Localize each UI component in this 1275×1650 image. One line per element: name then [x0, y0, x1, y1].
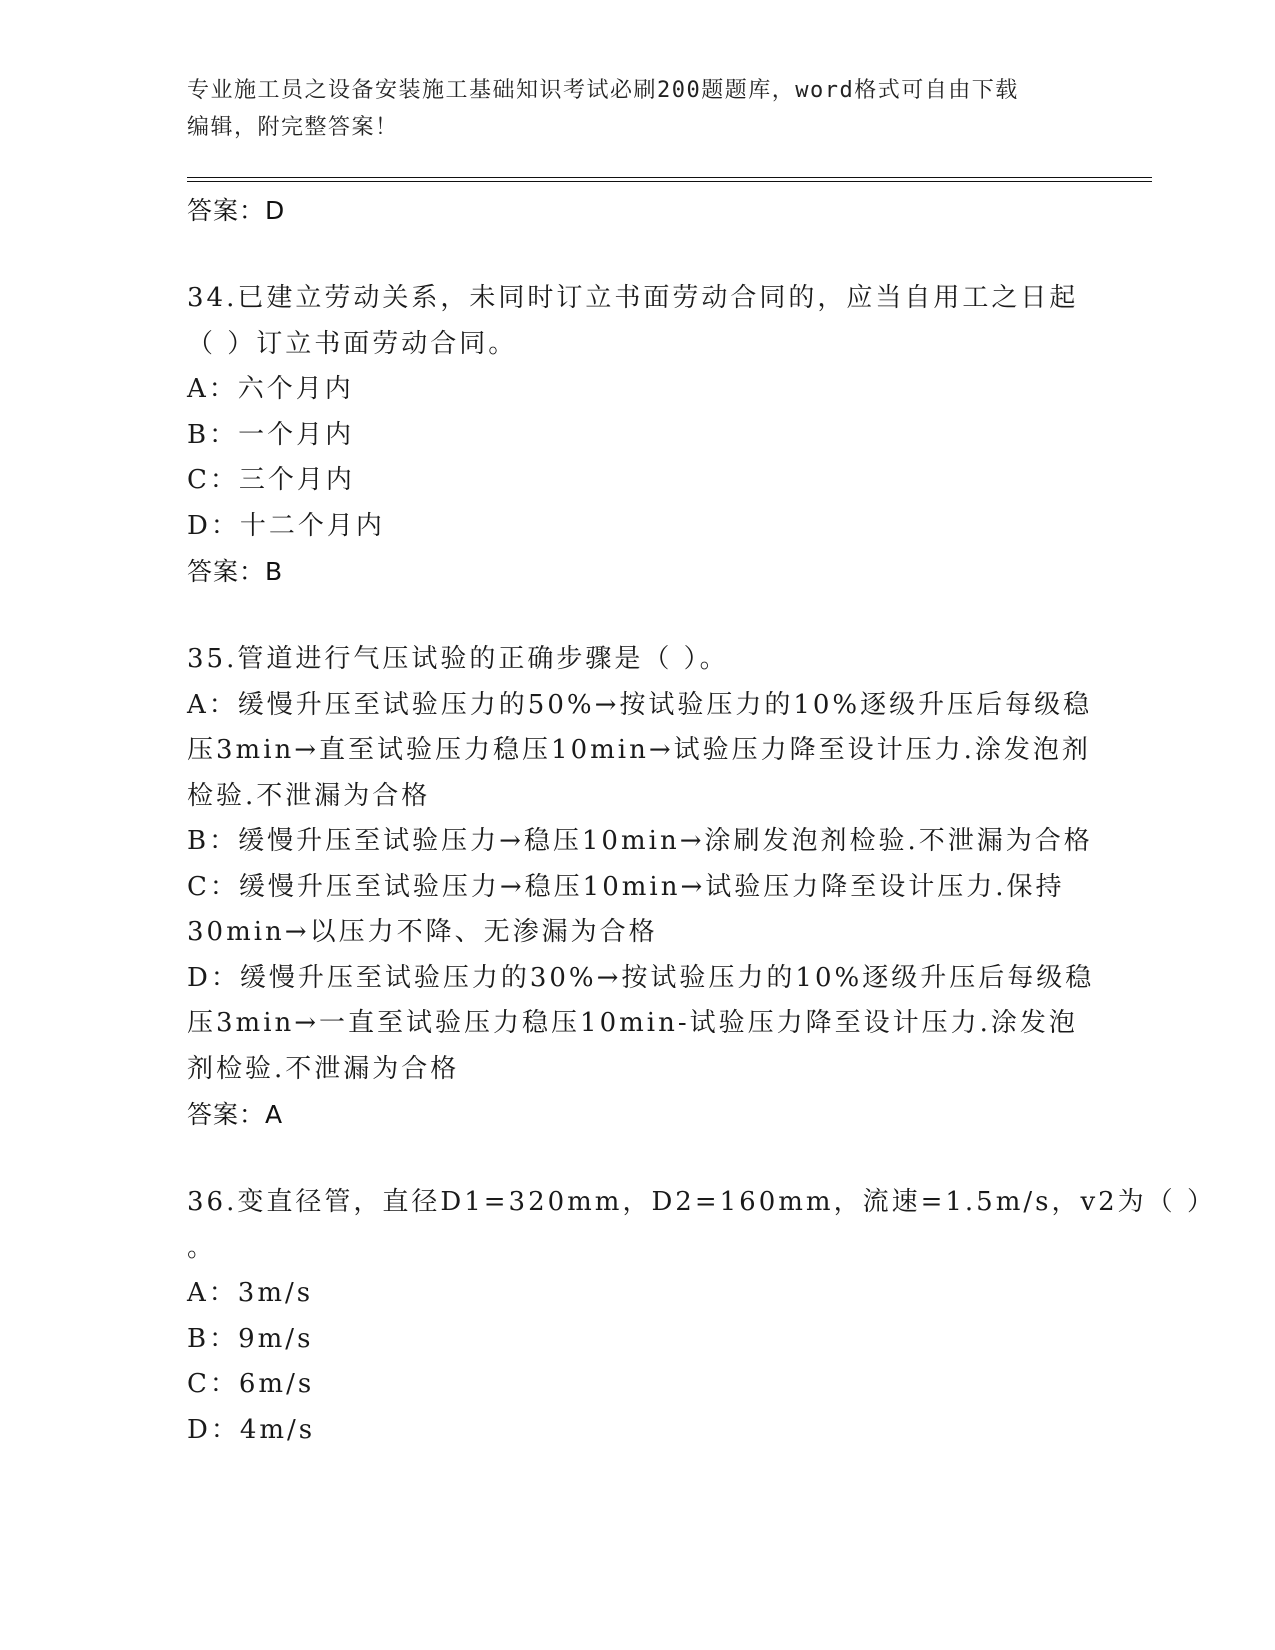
header-title-line-1: 专业施工员之设备安装施工基础知识考试必刷200题题库，word格式可自由下载	[187, 78, 1019, 103]
option-d-line: 剂检验.不泄漏为合格	[187, 1053, 460, 1084]
option-c: C：三个月内	[187, 465, 355, 495]
question-stem: 35.管道进行气压试验的正确步骤是（ ）。	[187, 644, 729, 674]
option-a: A：六个月内	[187, 374, 354, 404]
option-d-line: D：缓慢升压至试验压力的30%→按试验压力的10%逐级升压后每级稳	[187, 962, 1095, 993]
answer-label: 答案：D	[187, 196, 286, 225]
question-stem: 。	[187, 1232, 217, 1263]
option-b: B：9m/s	[187, 1323, 314, 1354]
question-36	[187, 1180, 1216, 1453]
question-stem: 36.变直径管，直径D1=320mm，D2=160mm，流速=1.5m/s，v2为（ ）	[187, 1187, 1216, 1217]
option-c	[187, 865, 1087, 956]
question-stem: 34.已建立劳动关系，未同时订立书面劳动合同的，应当自用工之日起	[187, 283, 1079, 313]
option-a: A：3m/s	[187, 1278, 314, 1308]
header-title-line-2: 编辑，附完整答案！	[187, 115, 399, 140]
option-c-line: 30min→以压力不降、无渗漏为合格	[187, 917, 658, 947]
header-divider	[187, 177, 1152, 182]
option-d	[187, 956, 1095, 1093]
option-d: D：十二个月内	[187, 510, 385, 541]
option-c-line: C：缓慢升压至试验压力→稳压10min→试验压力降至设计压力.保持	[187, 871, 1065, 902]
spacer	[187, 595, 1087, 637]
spacer	[187, 1138, 1087, 1180]
option-a-line: 检验.不泄漏为合格	[187, 780, 431, 811]
option-a-line: A：缓慢升压至试验压力的50%→按试验压力的10%逐级升压后每级稳	[187, 689, 1093, 720]
option-a-line: 压3min→直至试验压力稳压10min→试验压力降至设计压力.涂发泡剂	[187, 735, 1091, 765]
option-d: D：4m/s	[187, 1414, 316, 1445]
option-c: C：6m/s	[187, 1369, 315, 1399]
answer-label: 答案：B	[187, 557, 284, 586]
option-b	[187, 819, 1093, 865]
answer-label: 答案：A	[187, 1100, 284, 1129]
question-list	[187, 188, 1216, 1453]
question-stem: （ ）订立书面劳动合同。	[187, 328, 518, 359]
option-a	[187, 683, 1093, 820]
spacer	[187, 234, 1087, 276]
option-b-line: B：缓慢升压至试验压力→稳压10min→涂刷发泡剂检验.不泄漏为合格	[187, 826, 1093, 856]
question-34	[187, 276, 1087, 595]
option-d-line: 压3min→一直至试验压力稳压10min-试验压力降至设计压力.涂发泡	[187, 1008, 1078, 1038]
option-b: B：一个月内	[187, 419, 355, 450]
page-header	[187, 72, 1067, 146]
question-35	[187, 637, 1095, 1138]
